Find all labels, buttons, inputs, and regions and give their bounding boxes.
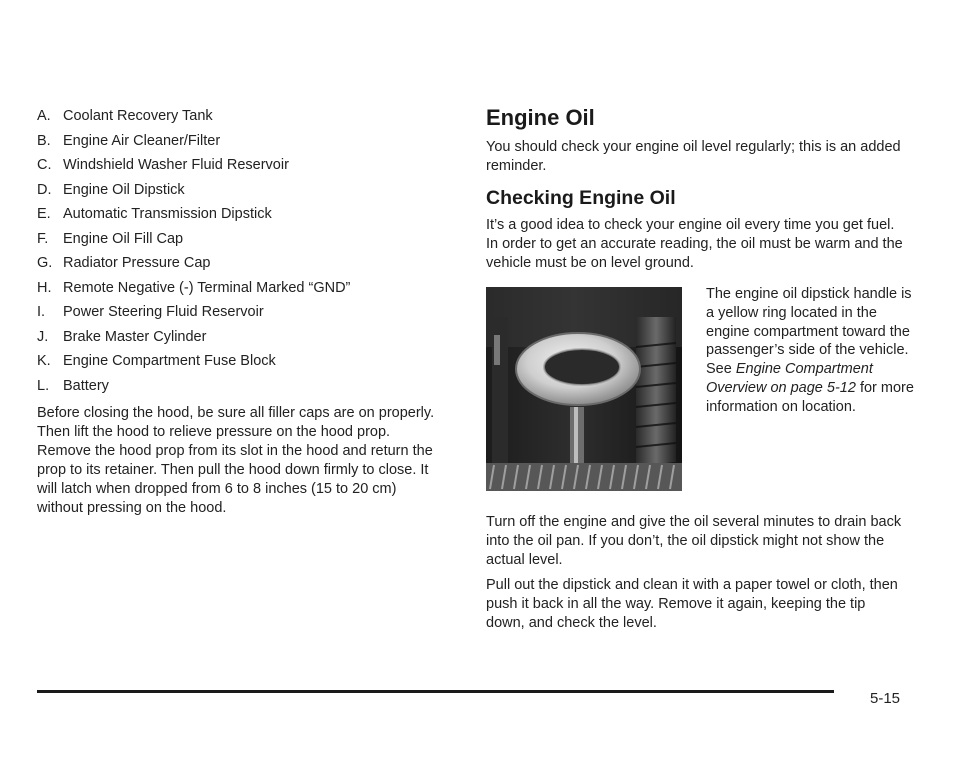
caption-text-before: The engine oil dipstick handle is a yellow ring located in the engine compartment toward the passenger’s side of the vehicle. See: [706, 286, 912, 378]
page-number: 5-15: [870, 690, 901, 707]
parts-list-item: [37, 153, 437, 178]
parts-list-letter: I.: [37, 304, 46, 320]
parts-list-item: [37, 325, 437, 350]
parts-list: [37, 104, 437, 398]
parts-list-letter: J.: [37, 328, 49, 345]
pull-dipstick-paragraph: Pull out the dipstick and clean it with a paper towel or cloth, then push it back in all the way. Remove it again, keeping the tip down, and check the level.: [486, 577, 898, 631]
caption-text-after: for more information on location.: [706, 379, 914, 415]
parts-list-label: Battery: [63, 377, 109, 394]
parts-list-item: [37, 251, 437, 276]
parts-list-item: [37, 129, 437, 154]
parts-list-label: Brake Master Cylinder: [63, 328, 207, 345]
parts-list-label: Engine Air Cleaner/Filter: [63, 132, 221, 149]
subsection-intro: It’s a good idea to check your engine oil every time you get fuel. In order to get an accurate reading, the oil must be warm and the vehicle must be on level ground.: [486, 217, 903, 271]
parts-list-letter: A.: [37, 108, 51, 124]
turn-off-engine-paragraph: Turn off the engine and give the oil several minutes to drain back into the oil pan. If you don’t, the oil dipstick might not show the actual level.: [486, 514, 902, 568]
right-column: [486, 104, 914, 633]
dipstick-caption: [706, 285, 916, 417]
parts-list-item: [37, 374, 437, 399]
parts-list-item: [37, 227, 437, 252]
parts-list-label: Radiator Pressure Cap: [63, 255, 211, 271]
parts-list-letter: D.: [37, 181, 52, 198]
parts-list-letter: G.: [37, 255, 53, 271]
parts-list-letter: C.: [37, 157, 52, 173]
hood-closing-paragraph: Before closing the hood, be sure all filler caps are on properly. Then lift the hood to relieve pressure on the hood prop. Remove the hood prop from its slot in the hood and return the prop to its retainer. Then pull the hood down firmly to close. It will latch when dropped from 6 to 8 inches (15 to 20 cm) without pressing on the hood.: [37, 405, 435, 516]
dipstick-photo: [486, 287, 682, 491]
parts-list-item: [37, 104, 437, 129]
parts-list-label: Coolant Recovery Tank: [63, 108, 213, 124]
parts-list-item: [37, 300, 437, 325]
section-intro: You should check your engine oil level regularly; this is an added reminder.: [486, 139, 901, 174]
parts-list-item: [37, 178, 437, 203]
parts-list-letter: H.: [37, 279, 52, 296]
section-title: Engine Oil: [486, 105, 595, 130]
left-column: [37, 104, 437, 518]
parts-list-letter: L.: [37, 377, 50, 394]
parts-list-item: [37, 349, 437, 374]
parts-list-item: [37, 276, 437, 301]
parts-list-label: Windshield Washer Fluid Reservoir: [63, 157, 289, 173]
dipstick-figure: [486, 286, 914, 491]
subsection-title: Checking Engine Oil: [486, 187, 676, 209]
parts-list-letter: F.: [37, 230, 49, 247]
parts-list-label: Automatic Transmission Dipstick: [63, 206, 272, 222]
parts-list-item: [37, 202, 437, 227]
parts-list-label: Engine Oil Dipstick: [63, 181, 185, 198]
parts-list-letter: E.: [37, 206, 51, 222]
parts-list-label: Engine Oil Fill Cap: [63, 230, 184, 247]
footer-rule: [37, 690, 834, 693]
parts-list-label: Power Steering Fluid Reservoir: [63, 304, 264, 320]
parts-list-letter: B.: [37, 132, 51, 149]
overview-reference-link: Engine Compartment Overview on page 5-12: [706, 361, 873, 396]
parts-list-letter: K.: [37, 353, 51, 369]
parts-list-label: Remote Negative (-) Terminal Marked “GND”: [63, 279, 351, 296]
parts-list-label: Engine Compartment Fuse Block: [63, 353, 276, 369]
